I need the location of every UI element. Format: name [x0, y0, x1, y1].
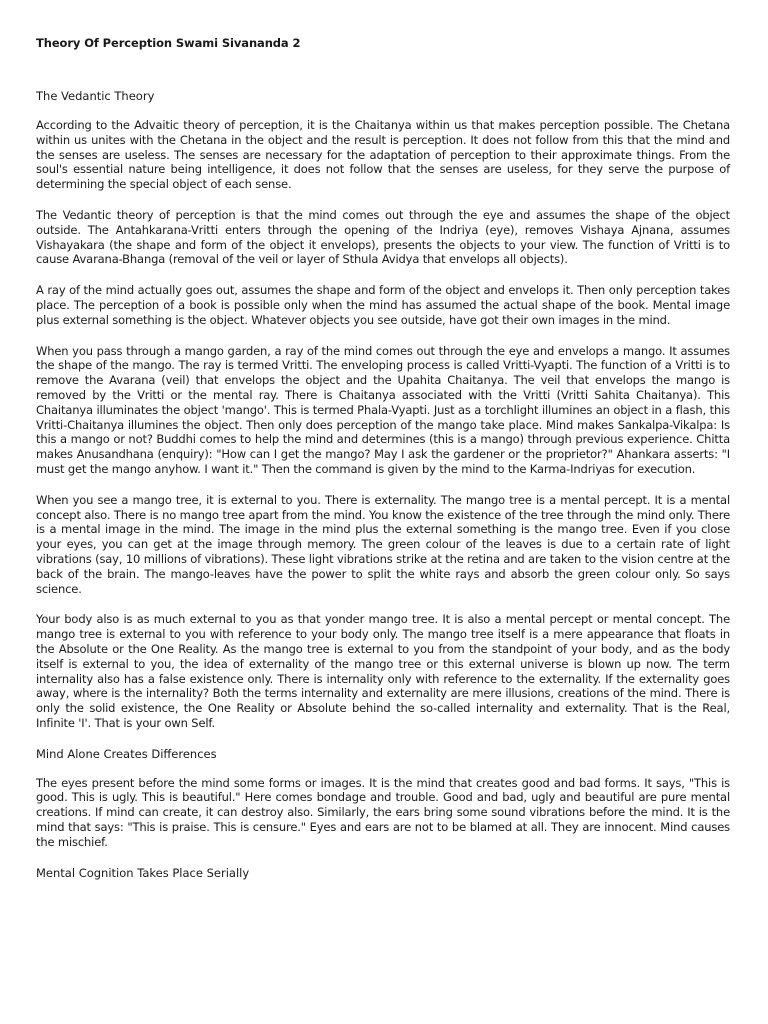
paragraph: Your body also is as much external to you as that yonder mango tree. It is also a mental percept or mental concept. The mango tree is external to you with reference to your body only. The mango tree itself is a mere appearance that floats in the Absolute or the One Reality. As the mango tree is external to you from the standpoint of your body, and as the body itself is external to you, the idea of externality of the mango tree or this external universe is blown up now. The term internality also has a false existence only. There is internality only with reference to the externality. If the externality goes away, where is the internality? Both the terms internality and externality are mere illusions, creations of the mind. There is only the solid existence, the One Reality or Absolute behind the so-called internality and externality. That is the Real, Infinite 'I'. That is your own Self.: [36, 612, 730, 730]
section-heading-vedantic-theory: The Vedantic Theory: [36, 89, 155, 103]
paragraph: The Vedantic theory of perception is that the mind comes out through the eye and assumes the shape of the object outside. The Antahkarana-Vritti enters through the opening of the Indriya (eye), removes Vishaya Ajnana, assumes Vishayakara (the shape and form of the object it envelops), presents the objects to your view. The function of Vritti is to cause Avarana-Bhanga (removal of the veil or layer of Sthula Avidya that envelops all objects).: [36, 207, 730, 267]
paragraph: According to the Advaitic theory of perception, it is the Chaitanya within us that makes perception possible. The Chetana within us unites with the Chetana in the object and the result is perception. It does not follow from this that the mind and the senses are useless. The senses are necessary for the adaptation of perception to their approximate things. From the soul's essential nature being intelligence, it does not follow that the senses are useless, for they serve the purpose of determining the special object of each sense.: [36, 118, 730, 192]
document-title: Theory Of Perception Swami Sivananda 2: [36, 36, 301, 50]
section-heading-mind-alone: Mind Alone Creates Differences: [36, 746, 217, 761]
paragraph: When you see a mango tree, it is external to you. There is externality. The mango tree is a mental percept. It is a mental concept also. There is no mango tree apart from the mind. You know the existence of the tree through the mind only. There is a mental image in the mind. The image in the mind plus the external something is the mango tree. Even if you close your eyes, you can get at the image through memory. The green colour of the leaves is due to a certain rate of light vibrations (say, 10 millions of vibrations). These light vibrations strike at the retina and are taken to the vision centre at the back of the brain. The mango-leaves have the power to split the white rays and absorb the green colour only. So says science.: [36, 492, 730, 596]
paragraph: A ray of the mind actually goes out, assumes the shape and form of the object and envelops it. Then only perception takes place. The perception of a book is possible only when the mind has assumed the actual shape of the book. Mental image plus external something is the object. Whatever objects you see outside, have got their own images in the mind.: [36, 283, 730, 327]
paragraph: When you pass through a mango garden, a ray of the mind comes out through the eye and envelops a mango. It assumes the shape of the mango. The ray is termed Vritti. The enveloping process is called Vritti-Vyapti. The function of a Vritti is to remove the Avarana (veil) that envelops the object and the Upahita Chaitanya. The veil that envelops the mango is removed by the Vritti or the mental ray. There is Chaitanya associated with the Vritti (Vritti Sahita Chaitanya). This Chaitanya illuminates the object 'mango'. This is termed Phala-Vyapti. Just as a torchlight illumines an object in a flash, this Vritti-Chaitanya illumines the object. Then only does perception of the mango take place. Mind makes Sankalpa-Vikalpa: Is this a mango or not? Buddhi comes to help the mind and determines (this is a mango) through previous experience. Chitta makes Anusandhana (enquiry): "How can I get the mango? May I ask the gardener or the proprietor?" Ahankara asserts: "I must get the mango anyhow. I want it." Then the command is given by the mind to the Karma-Indriyas for execution.: [36, 343, 730, 476]
document-page: [36, 36, 730, 895]
section-heading-mental-cognition: Mental Cognition Takes Place Serially: [36, 865, 250, 880]
paragraph: The eyes present before the mind some forms or images. It is the mind that creates good and bad forms. It says, "This is good. This is ugly. This is beautiful." Here comes bondage and trouble. Good and bad, ugly and beautiful are pure mental creations. If mind can create, it can destroy also. Similarly, the ears bring some sound vibrations before the mind. It is the mind that says: "This is praise. This is censure." Eyes and ears are not to be blamed at all. They are innocent. Mind causes the mischief.: [36, 775, 730, 849]
